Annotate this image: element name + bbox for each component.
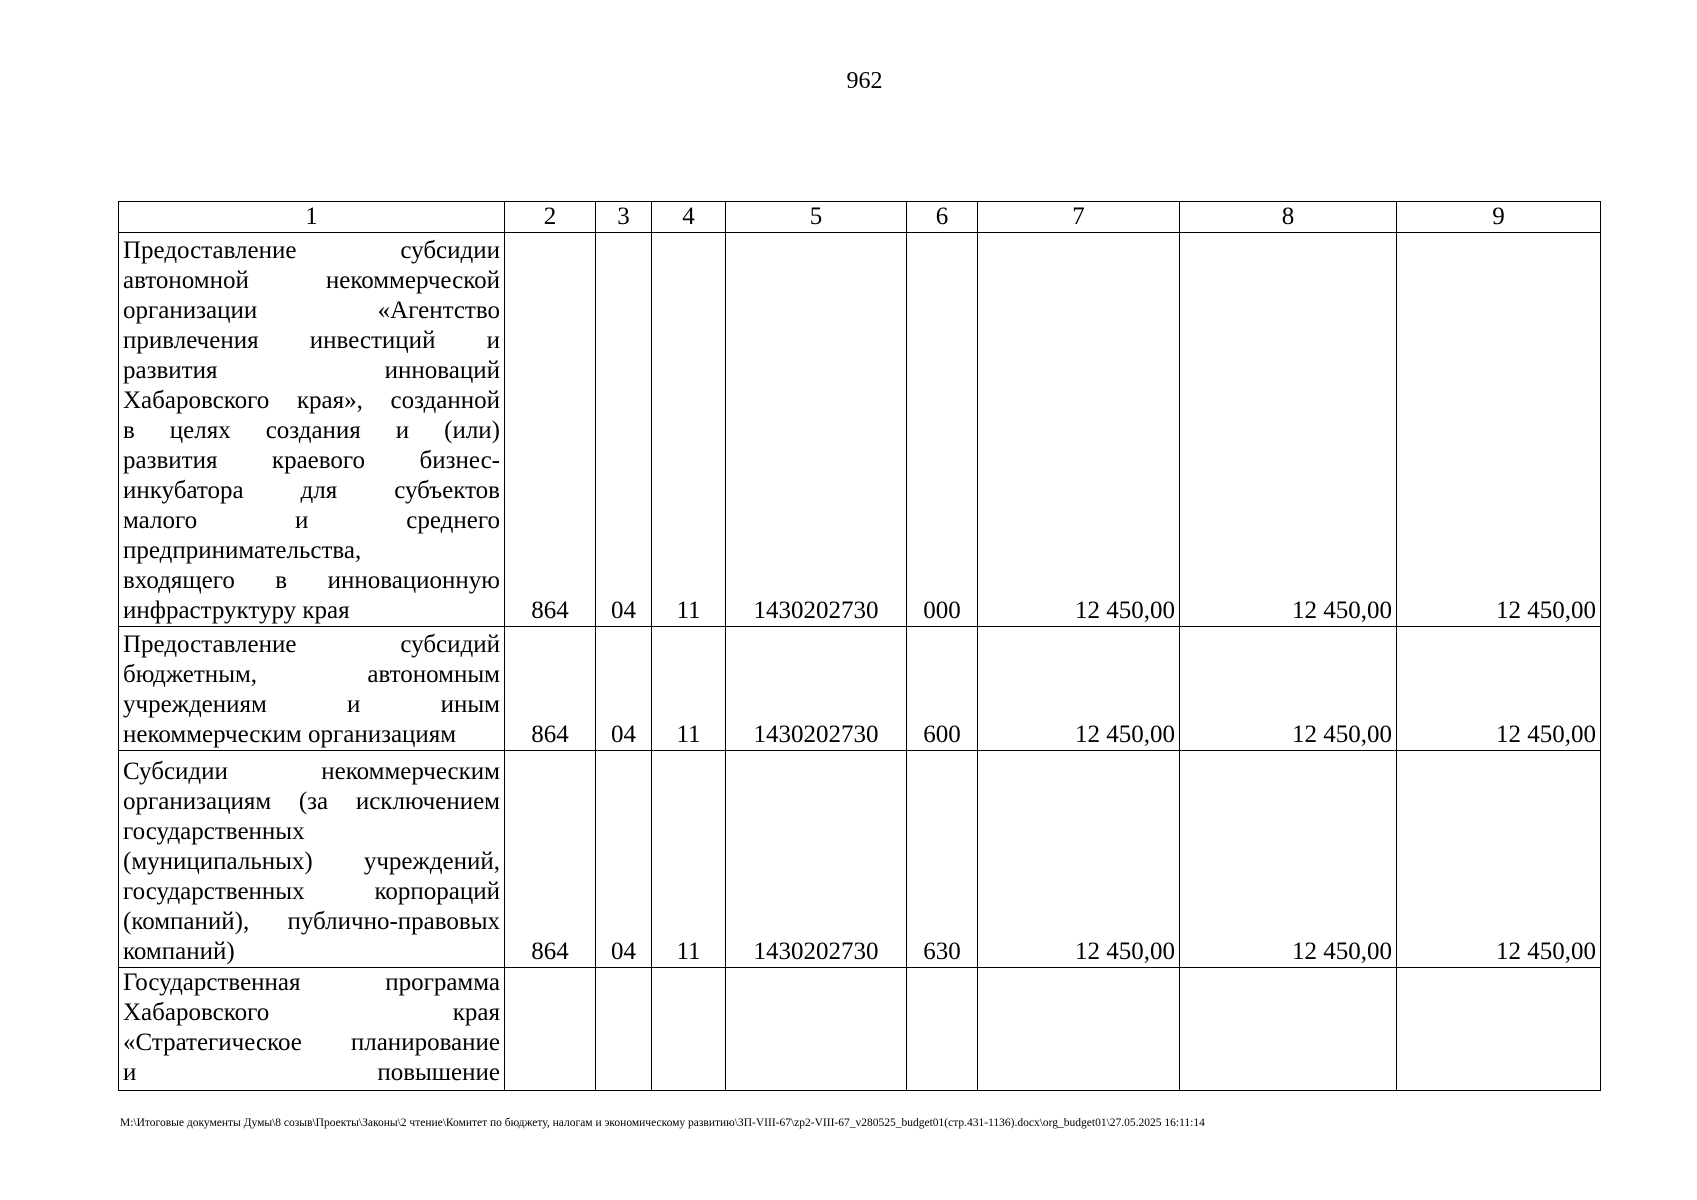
row-name-line: Субсидии некоммерческим (123, 758, 500, 785)
column-header: 4 (652, 202, 726, 233)
row-name-line: организациям (за исключением (123, 788, 500, 815)
cell-col-5: 1430202730 (726, 627, 907, 751)
cell-col-2: 864 (505, 233, 596, 627)
cell-col-7: 12 450,00 (978, 233, 1180, 627)
row-name-cell (119, 968, 505, 1091)
cell-col-2: 864 (505, 751, 596, 968)
row-name-line: Хабаровского края (123, 999, 500, 1026)
column-header: 3 (596, 202, 652, 233)
cell-col-9: 12 450,00 (1397, 627, 1601, 751)
column-header: 6 (907, 202, 978, 233)
column-header: 2 (505, 202, 596, 233)
row-name-line: организации «Агентство (123, 297, 500, 324)
row-name-line: Предоставление субсидии (123, 237, 500, 264)
column-header: 8 (1180, 202, 1397, 233)
cell-col-8: 12 450,00 (1180, 627, 1397, 751)
row-name-line: предпринимательства, (123, 537, 362, 564)
cell-col-7 (978, 968, 1180, 1091)
table-header-row (119, 202, 1601, 233)
table-row (119, 627, 1601, 751)
row-name-cell (119, 751, 505, 968)
column-header: 9 (1397, 202, 1601, 233)
cell-col-9 (1397, 968, 1601, 1091)
row-name-line: учреждениям и иным (123, 691, 500, 718)
cell-col-8: 12 450,00 (1180, 233, 1397, 627)
row-name-line: привлечения инвестиций и (123, 327, 500, 354)
cell-col-5 (726, 968, 907, 1091)
cell-col-7: 12 450,00 (978, 751, 1180, 968)
row-name-line: в целях создания и (или) (123, 417, 500, 444)
cell-col-6: 000 (907, 233, 978, 627)
row-name-line: и повышение (123, 1059, 500, 1086)
row-name-line: Хабаровского края», созданной (123, 387, 500, 414)
row-name-line: малого и среднего (123, 507, 500, 534)
cell-col-3: 04 (596, 233, 652, 627)
cell-col-4: 11 (652, 751, 726, 968)
row-name-cell (119, 233, 505, 627)
row-name-line: инфраструктуру края (123, 597, 350, 624)
row-name-cell (119, 627, 505, 751)
row-name-line: автономной некоммерческой (123, 267, 500, 294)
row-name-line: инкубатора для субъектов (123, 477, 500, 504)
row-name-line: компаний) (123, 938, 235, 965)
page-number: 962 (846, 68, 883, 94)
row-name-line: некоммерческим организациям (123, 721, 457, 748)
row-name-line: (компаний), публично-правовых (123, 908, 500, 935)
row-name-line: Предоставление субсидий (123, 631, 500, 658)
cell-col-4: 11 (652, 233, 726, 627)
cell-col-3 (596, 968, 652, 1091)
cell-col-4: 11 (652, 627, 726, 751)
table-row (119, 233, 1601, 627)
row-name-line: развития краевого бизнес- (123, 447, 500, 474)
budget-table (118, 201, 1601, 1091)
table-row (119, 751, 1601, 968)
cell-col-8: 12 450,00 (1180, 751, 1397, 968)
cell-col-4 (652, 968, 726, 1091)
document-file-path: M:\Итоговые документы Думы\8 созыв\Проекты\Законы\2 чтение\Комитет по бюджету, налогам и экономическому развитию\ЗП-VIII-67\zp2-VIII-67_v280525_budget01(стр.431-1136).docx\org_budget01\27.05.2025 16:11:14 (120, 1117, 1205, 1129)
cell-col-6: 630 (907, 751, 978, 968)
row-name-line: Государственная программа (123, 969, 500, 996)
cell-col-2 (505, 968, 596, 1091)
row-name-line: «Стратегическое планирование (123, 1029, 500, 1056)
cell-col-3: 04 (596, 751, 652, 968)
table-row (119, 968, 1601, 1091)
cell-col-9: 12 450,00 (1397, 233, 1601, 627)
cell-col-2: 864 (505, 627, 596, 751)
cell-col-5: 1430202730 (726, 751, 907, 968)
cell-col-6 (907, 968, 978, 1091)
cell-col-6: 600 (907, 627, 978, 751)
row-name-line: государственных (123, 818, 305, 845)
row-name-line: входящего в инновационную (123, 567, 500, 594)
cell-col-8 (1180, 968, 1397, 1091)
cell-col-5: 1430202730 (726, 233, 907, 627)
row-name-line: развития инноваций (123, 357, 500, 384)
column-header: 7 (978, 202, 1180, 233)
row-name-line: бюджетным, автономным (123, 661, 500, 688)
cell-col-3: 04 (596, 627, 652, 751)
row-name-line: (муниципальных) учреждений, (123, 848, 500, 875)
cell-col-9: 12 450,00 (1397, 751, 1601, 968)
column-header: 5 (726, 202, 907, 233)
column-header: 1 (119, 202, 505, 233)
row-name-line: государственных корпораций (123, 878, 500, 905)
cell-col-7: 12 450,00 (978, 627, 1180, 751)
